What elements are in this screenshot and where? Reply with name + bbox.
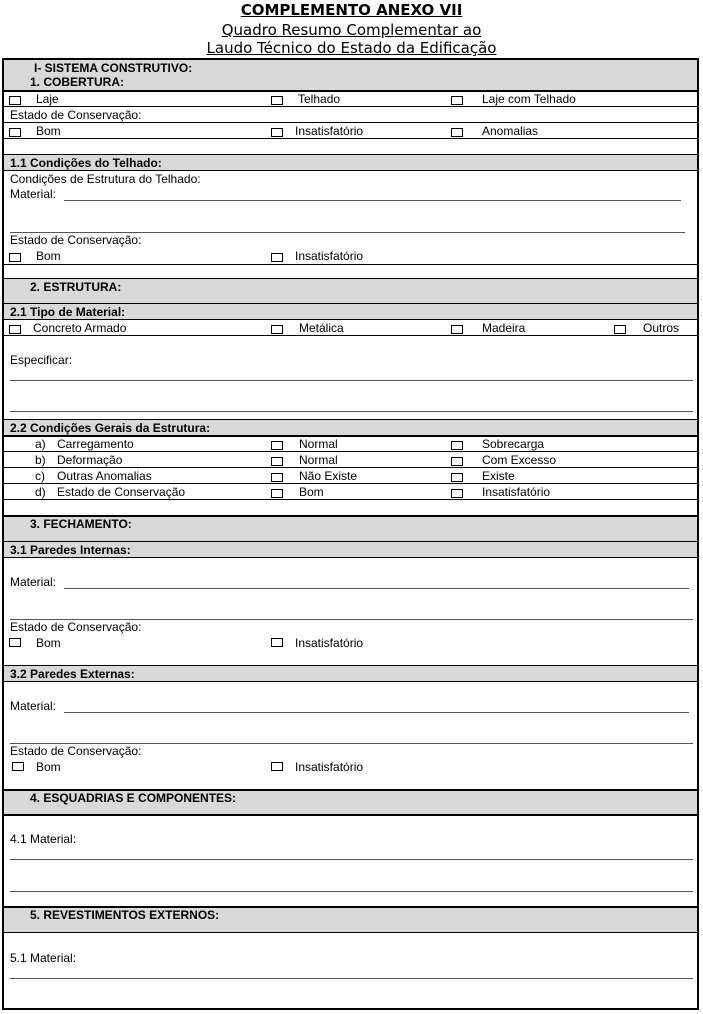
option-label: Sobrecarga	[482, 437, 545, 451]
checkbox-normal[interactable]	[271, 457, 283, 466]
label-material-5-1: 5.1 Material:	[10, 951, 77, 965]
label-bom: Bom	[36, 636, 61, 650]
material-line-1[interactable]	[10, 978, 693, 979]
label-laje-com-telhado: Laje com Telhado	[482, 92, 576, 106]
checkbox-metalica[interactable]	[271, 325, 283, 334]
row-letter: a)	[35, 437, 46, 451]
label-material: Material:	[10, 575, 57, 589]
row-label: Outras Anomalias	[57, 469, 152, 483]
label-metalica: Metálica	[299, 321, 344, 335]
form-subtitle-1: Quadro Resumo Complementar ao	[221, 21, 482, 39]
section-paredes-externas-heading: 3.2 Paredes Externas:	[10, 667, 135, 681]
checkbox-bom[interactable]	[9, 638, 21, 647]
material-line-2[interactable]	[10, 891, 693, 892]
option-label: Não Existe	[299, 469, 358, 483]
option-label: Insatisfatório	[482, 485, 551, 499]
option-label: Com Excesso	[482, 453, 557, 467]
label-telhado: Telhado	[298, 92, 341, 106]
section-cobertura-heading: 1. COBERTURA:	[30, 75, 125, 89]
checkbox-insatisfatorio[interactable]	[451, 489, 463, 498]
checkbox-bom[interactable]	[9, 128, 21, 137]
section-revestimentos-heading: 5. REVESTIMENTOS EXTERNOS:	[30, 908, 220, 922]
label-bom: Bom	[36, 249, 61, 263]
label-madeira: Madeira	[482, 321, 526, 335]
label-material: Material:	[10, 187, 57, 201]
material-line-1[interactable]	[64, 712, 689, 713]
inspection-form	[2, 58, 699, 1010]
section-esquadrias-heading: 4. ESQUADRIAS E COMPONENTES:	[30, 791, 237, 805]
label-insatisfatorio: Insatisfatório	[295, 636, 364, 650]
label-anomalias: Anomalias	[482, 124, 539, 138]
label-bom: Bom	[36, 760, 61, 774]
label-condicoes-estrutura: Condições de Estrutura do Telhado:	[10, 172, 201, 186]
checkbox-sobrecarga[interactable]	[451, 441, 463, 450]
row-letter: d)	[35, 485, 46, 499]
option-label: Bom	[299, 485, 324, 499]
checkbox-bom[interactable]	[271, 489, 283, 498]
checkbox-nao-existe[interactable]	[271, 473, 283, 482]
section-fechamento-heading: 3. FECHAMENTO:	[30, 517, 132, 531]
checkbox-outros[interactable]	[614, 325, 626, 334]
row-letter: b)	[35, 453, 46, 467]
especificar-line-1[interactable]	[10, 380, 693, 381]
option-label: Existe	[482, 469, 515, 483]
label-estado-conservacao: Estado de Conservação:	[10, 620, 142, 634]
label-insatisfatorio: Insatisfatório	[295, 760, 364, 774]
checkbox-insatisfatorio[interactable]	[271, 638, 283, 647]
checkbox-laje-com-telhado[interactable]	[451, 96, 463, 105]
row-letter: c)	[35, 469, 45, 483]
checkbox-normal[interactable]	[271, 441, 283, 450]
option-label: Normal	[299, 453, 338, 467]
row-label: Carregamento	[57, 437, 134, 451]
label-outros: Outros	[643, 321, 680, 335]
label-laje: Laje	[36, 92, 59, 106]
label-estado-conservacao: Estado de Conservação:	[10, 233, 142, 247]
material-line-1[interactable]	[64, 588, 689, 589]
option-label: Normal	[299, 437, 338, 451]
section-paredes-internas-heading: 3.1 Paredes Internas:	[10, 543, 131, 557]
checkbox-insatisfatorio[interactable]	[271, 128, 283, 137]
section-condicoes-gerais-heading: 2.2 Condições Gerais da Estrutura:	[10, 421, 211, 435]
section-condicoes-telhado-heading: 1.1 Condições do Telhado:	[10, 156, 162, 170]
checkbox-anomalias[interactable]	[451, 128, 463, 137]
form-title: COMPLEMENTO ANEXO VII	[240, 1, 463, 19]
label-estado-conservacao: Estado de Conservação:	[10, 108, 142, 122]
checkbox-bom[interactable]	[9, 253, 21, 262]
section-estrutura-heading: 2. ESTRUTURA:	[30, 280, 122, 294]
label-insatisfatorio: Insatisfatório	[295, 124, 364, 138]
material-line-1[interactable]	[10, 859, 693, 860]
checkbox-madeira[interactable]	[451, 325, 463, 334]
row-label: Estado de Conservação	[57, 485, 186, 499]
especificar-line-2[interactable]	[10, 411, 693, 412]
label-estado-conservacao: Estado de Conservação:	[10, 744, 142, 758]
checkbox-existe[interactable]	[451, 473, 463, 482]
checkbox-telhado[interactable]	[271, 96, 283, 105]
material-line-1[interactable]	[64, 200, 681, 201]
row-label: Deformação	[57, 453, 123, 467]
checkbox-insatisfatorio[interactable]	[271, 253, 283, 262]
section-tipo-material-heading: 2.1 Tipo de Material:	[10, 305, 126, 319]
label-concreto-armado: Concreto Armado	[33, 321, 127, 335]
checkbox-insatisfatorio[interactable]	[271, 762, 283, 771]
checkbox-laje[interactable]	[9, 96, 21, 105]
form-subtitle-2: Laudo Técnico do Estado da Edificação	[206, 39, 497, 57]
checkbox-com-excesso[interactable]	[451, 457, 463, 466]
label-material: Material:	[10, 699, 57, 713]
checkbox-concreto-armado[interactable]	[9, 325, 21, 334]
section-sistema-construtivo-heading: I- SISTEMA CONSTRUTIVO:	[34, 61, 193, 75]
label-bom: Bom	[36, 124, 61, 138]
label-especificar: Especificar:	[10, 353, 73, 367]
label-material-4-1: 4.1 Material:	[10, 832, 77, 846]
label-insatisfatorio: Insatisfatório	[295, 249, 364, 263]
checkbox-bom[interactable]	[12, 762, 24, 771]
